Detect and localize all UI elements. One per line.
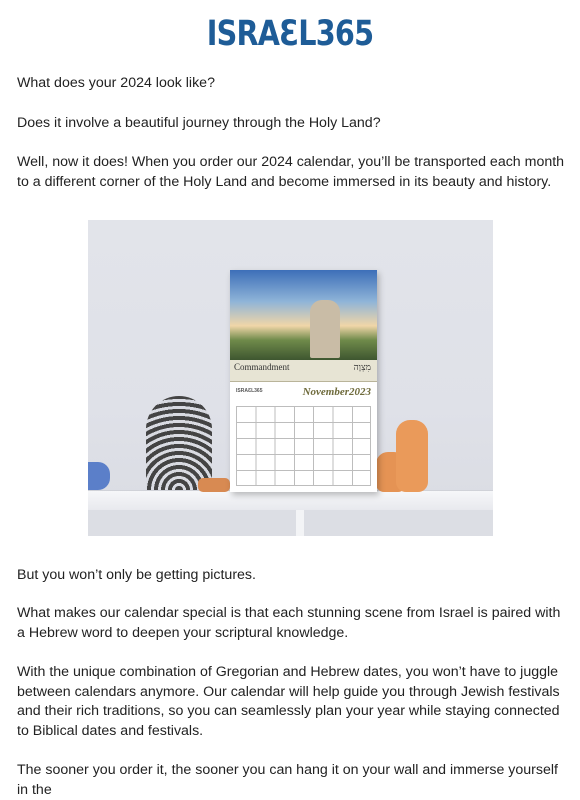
calendar-figure [310,300,340,358]
israel365-logo[interactable]: ISRAƐL365 [206,14,374,54]
calendar-landscape-photo [230,270,377,360]
dates-paragraph: With the unique combination of Gregorian and Hebrew dates, you won’t have to juggle between calendars anymore. Our calendar will help guide you through Jewish festivals and their rich traditions, so you can seamlessly plan your year while staying connected to Biblical dates and festivals. [17,664,560,739]
intro-question: What does your 2024 look like? [17,75,215,91]
order-paragraph: The sooner you order it, the sooner you can hang it on your wall and immerse yourself in the [17,762,558,798]
journey-question: Does it involve a beautiful journey through the Holy Land? [17,115,381,131]
calendar-word: Commandment [234,362,290,372]
arch-decor [146,396,212,490]
calendar-intro-paragraph: Well, now it does! When you order our 2024 calendar, you’ll be transported each month to a different corner of the Holy Land and become immersed in its beauty and history. [17,154,565,190]
wall-calendar [230,270,377,492]
blue-vase [88,462,110,490]
pictures-paragraph: But you won’t only be getting pictures. [17,567,256,583]
orange-bowl [198,478,230,492]
calendar-date-grid [236,406,371,486]
hebrew-word-paragraph: What makes our calendar special is that each stunning scene from Israel is paired with a Hebrew word to deepen your scriptural knowledge. [17,605,561,641]
shelf-leg [296,510,304,536]
calendar-product-photo[interactable] [88,220,493,536]
calendar-month: November2023 [302,386,371,398]
calendar-brand: ISRAƐL365 [236,388,263,394]
shelf-front [88,510,493,536]
tall-orange-vase [396,420,428,492]
calendar-hebrew-word: מִצְוָה [353,362,371,372]
shelf [88,490,493,510]
